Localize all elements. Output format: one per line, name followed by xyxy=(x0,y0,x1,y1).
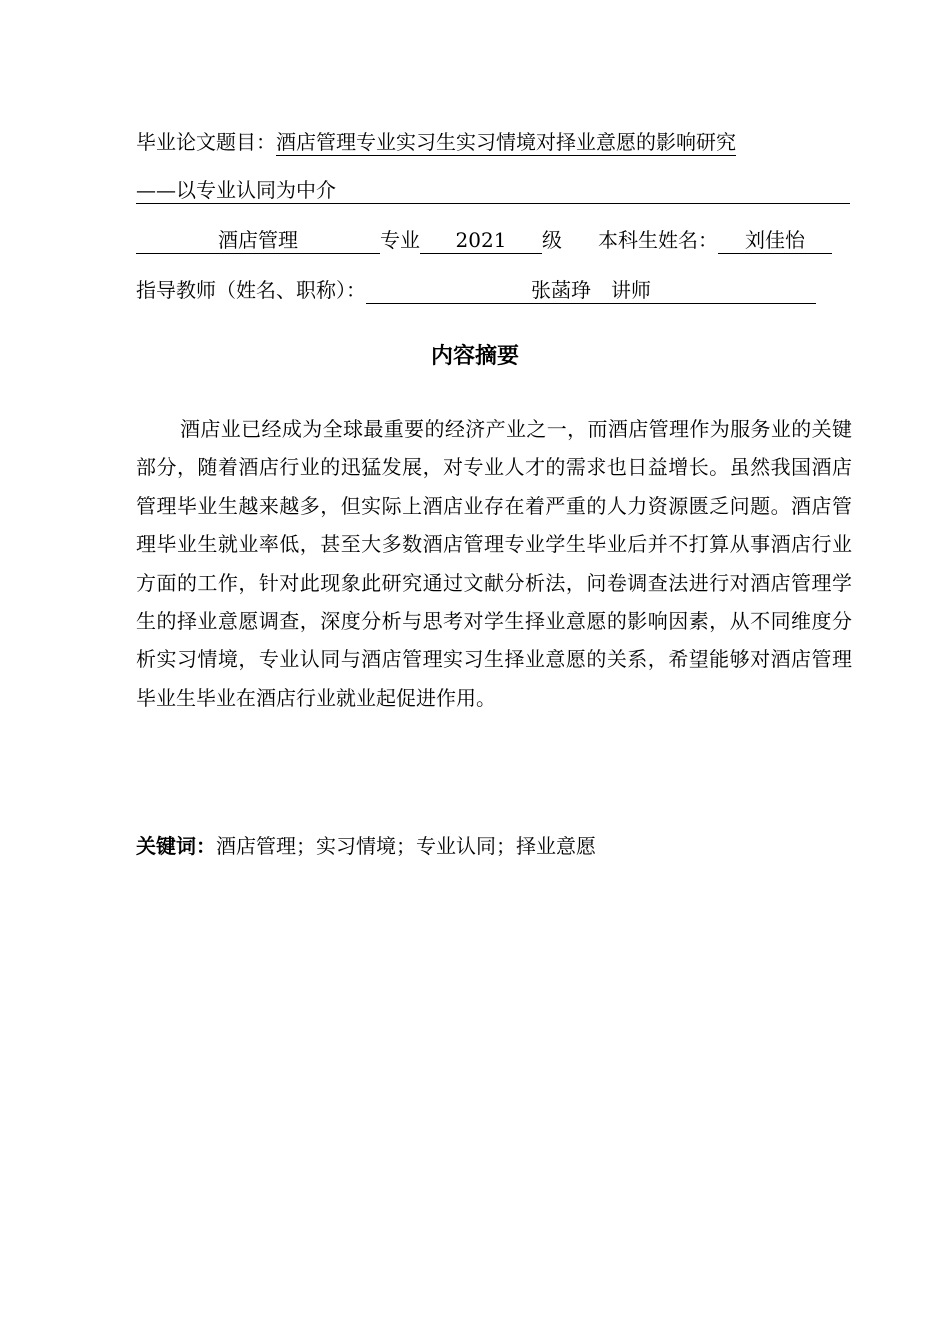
abstract-heading: 内容摘要 xyxy=(430,344,519,369)
major-value: 酒店管理 xyxy=(136,227,380,254)
thesis-title-main: 酒店管理专业实习生实习情境对择业意愿的影响研究 xyxy=(276,130,736,154)
advisor-line xyxy=(136,276,850,304)
student-name: 刘佳怡 xyxy=(718,227,832,254)
thesis-subtitle: ——以专业认同为中介 xyxy=(136,177,850,204)
thesis-title-label: 毕业论文题目： xyxy=(136,130,276,154)
abstract-body: 酒店业已经成为全球最重要的经济产业之一，而酒店管理作为服务业的关键部分，随着酒店行业的迅猛发展，对专业人才的需求也日益增长。虽然我国酒店管理毕业生越来越多，但实际上酒店业存在着严重的人力资源匮乏问题。酒店管理毕业生就业率低，甚至大多数酒店管理专业学生毕业后并不打算从事酒店行业方面的工作，针对此现象此研究通过文献分析法，问卷调查法进行对酒店管理学生的择业意愿调查，深度分析与思考对学生择业意愿的影响因素，从不同维度分析实习情境，专业认同与酒店管理实习生择业意愿的关系，希望能够对酒店管理毕业生毕业在酒店行业就业起促进作用。 xyxy=(136,417,852,710)
keywords-label: 关键词： xyxy=(136,834,216,858)
advisor-label: 指导教师（姓名、职称）： xyxy=(136,278,366,302)
keywords-text: 酒店管理；实习情境；专业认同；择业意愿 xyxy=(216,834,596,858)
thesis-subtitle-line xyxy=(136,176,850,204)
keywords-line xyxy=(136,831,596,861)
grade-label: 级 xyxy=(542,228,562,252)
student-name-label: 本科生姓名： xyxy=(598,228,718,252)
student-info-line xyxy=(136,226,850,254)
major-label: 专业 xyxy=(380,228,420,252)
grade-value: 2021 xyxy=(420,227,542,254)
thesis-title-line xyxy=(136,128,850,156)
advisor-value: 张菡琤 讲师 xyxy=(366,277,816,304)
